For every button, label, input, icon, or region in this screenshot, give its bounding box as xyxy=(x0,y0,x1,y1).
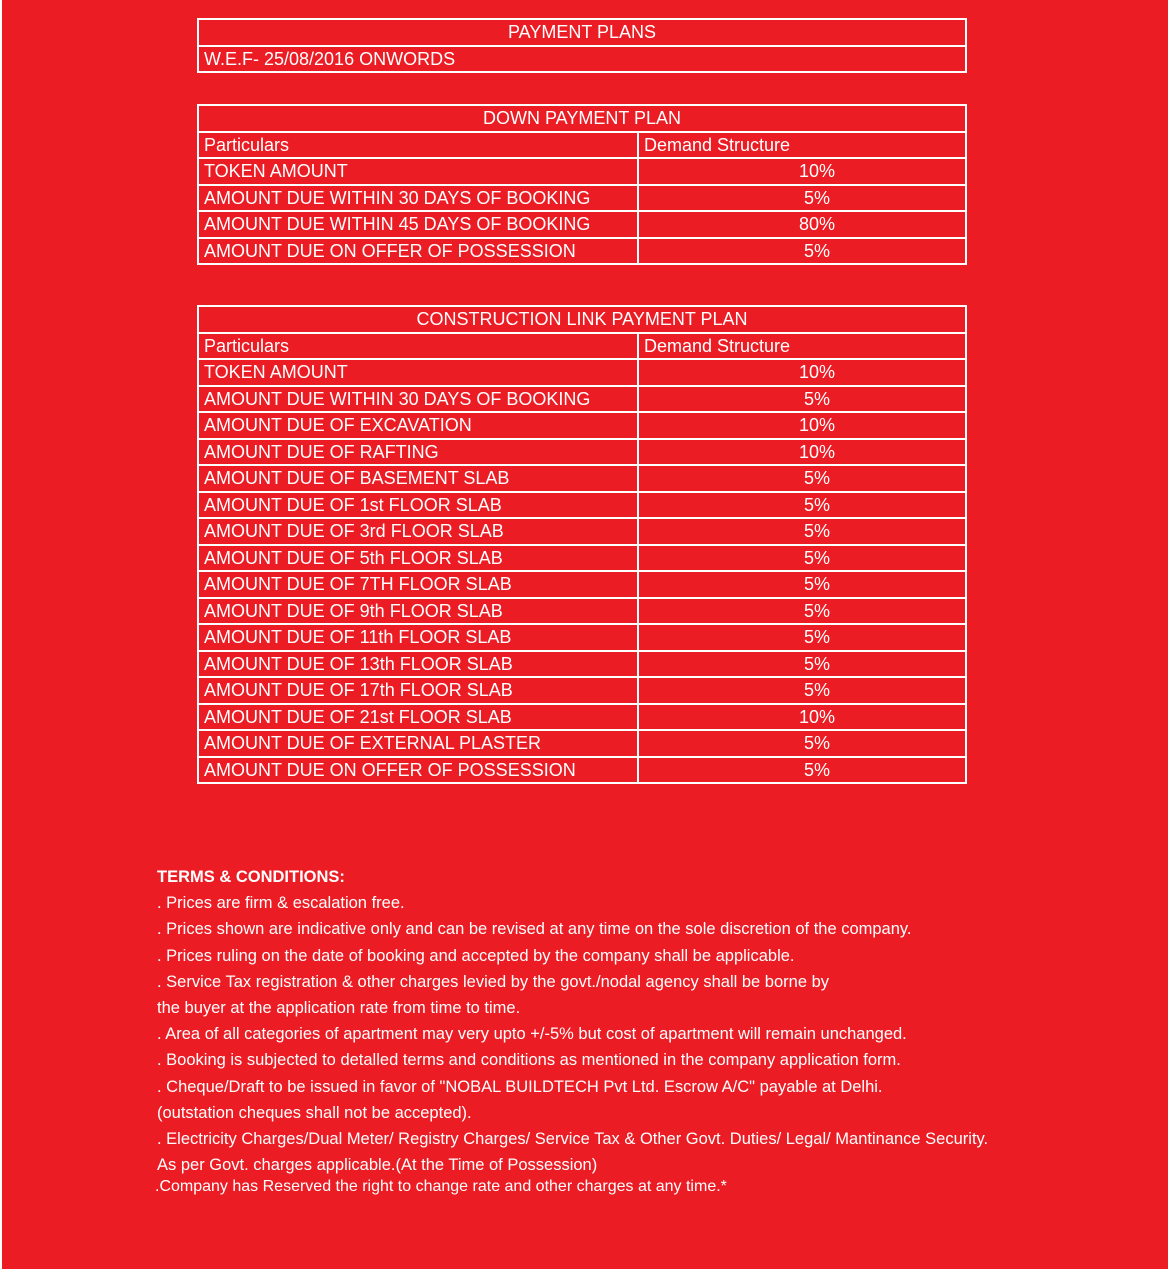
particular-cell: AMOUNT DUE ON OFFER OF POSSESSION xyxy=(198,757,638,784)
table-row xyxy=(198,359,966,386)
table-row xyxy=(198,651,966,678)
column-header-demand-structure: Demand Structure xyxy=(638,333,966,360)
demand-cell: 5% xyxy=(638,545,966,572)
particular-cell: AMOUNT DUE ON OFFER OF POSSESSION xyxy=(198,238,638,265)
terms-line: . Service Tax registration & other charges levied by the govt./nodal agency shall be borne by xyxy=(157,972,830,991)
table-row xyxy=(198,185,966,212)
particular-cell: AMOUNT DUE WITHIN 30 DAYS OF BOOKING xyxy=(198,386,638,413)
demand-cell: 5% xyxy=(638,386,966,413)
table-row xyxy=(198,598,966,625)
particular-cell: AMOUNT DUE OF 1st FLOOR SLAB xyxy=(198,492,638,519)
demand-cell: 5% xyxy=(638,492,966,519)
construction-link-rows xyxy=(198,359,966,783)
table-row xyxy=(198,730,966,757)
demand-cell: 10% xyxy=(638,158,966,185)
table-row xyxy=(198,624,966,651)
demand-cell: 10% xyxy=(638,412,966,439)
construction-link-plan-title: CONSTRUCTION LINK PAYMENT PLAN xyxy=(198,306,966,333)
payment-plans-header-table xyxy=(197,18,967,73)
terms-list xyxy=(157,890,1137,1178)
demand-cell: 5% xyxy=(638,598,966,625)
demand-cell: 5% xyxy=(638,571,966,598)
particular-cell: AMOUNT DUE OF 13th FLOOR SLAB xyxy=(198,651,638,678)
terms-title: TERMS & CONDITIONS: xyxy=(157,868,345,886)
table-row xyxy=(198,492,966,519)
demand-cell: 5% xyxy=(638,730,966,757)
construction-link-plan-table xyxy=(197,305,967,784)
payment-plans-title: PAYMENT PLANS xyxy=(198,19,966,46)
terms-line: the buyer at the application rate from time to time. xyxy=(157,999,521,1018)
particular-cell: AMOUNT DUE OF EXTERNAL PLASTER xyxy=(198,730,638,757)
table-row xyxy=(198,238,966,265)
particular-cell: AMOUNT DUE OF 9th FLOOR SLAB xyxy=(198,598,638,625)
table-row xyxy=(198,704,966,731)
demand-cell: 5% xyxy=(638,465,966,492)
demand-cell: 10% xyxy=(638,704,966,731)
terms-line: . Prices are firm & escalation free. xyxy=(157,894,405,913)
particular-cell: AMOUNT DUE OF EXCAVATION xyxy=(198,412,638,439)
terms-line: . Booking is subjected to detalled terms and conditions as mentioned in the company application form. xyxy=(157,1051,901,1070)
particular-cell: AMOUNT DUE WITHIN 30 DAYS OF BOOKING xyxy=(198,185,638,212)
table-row xyxy=(198,158,966,185)
table-row xyxy=(198,545,966,572)
particular-cell: AMOUNT DUE OF 5th FLOOR SLAB xyxy=(198,545,638,572)
particular-cell: AMOUNT DUE OF 7TH FLOOR SLAB xyxy=(198,571,638,598)
table-row xyxy=(198,571,966,598)
terms-line: As per Govt. charges applicable.(At the Time of Possession) xyxy=(157,1156,598,1175)
table-row xyxy=(198,677,966,704)
column-header-particulars: Particulars xyxy=(198,132,638,159)
terms-line: . Prices ruling on the date of booking and accepted by the company shall be applicable. xyxy=(157,946,795,965)
demand-cell: 5% xyxy=(638,651,966,678)
particular-cell: AMOUNT DUE OF 21st FLOOR SLAB xyxy=(198,704,638,731)
demand-cell: 5% xyxy=(638,518,966,545)
terms-line: . Electricity Charges/Dual Meter/ Registry Charges/ Service Tax & Other Govt. Duties/ Legal/ Mantinance Security. xyxy=(157,1130,989,1149)
particular-cell: AMOUNT DUE OF RAFTING xyxy=(198,439,638,466)
particular-cell: AMOUNT DUE OF BASEMENT SLAB xyxy=(198,465,638,492)
table-row xyxy=(198,412,966,439)
table-row xyxy=(198,386,966,413)
particular-cell: AMOUNT DUE OF 11th FLOOR SLAB xyxy=(198,624,638,651)
demand-cell: 80% xyxy=(638,211,966,238)
table-row xyxy=(198,439,966,466)
terms-line: (outstation cheques shall not be accepted). xyxy=(157,1103,472,1122)
table-row xyxy=(198,465,966,492)
table-row xyxy=(198,518,966,545)
demand-cell: 10% xyxy=(638,439,966,466)
demand-cell: 5% xyxy=(638,185,966,212)
table-row xyxy=(198,211,966,238)
terms-and-conditions xyxy=(157,864,1137,1196)
terms-line: . Prices shown are indicative only and can be revised at any time on the sole discretion of the company. xyxy=(157,920,912,939)
down-payment-plan-table xyxy=(197,104,967,265)
down-payment-plan-title: DOWN PAYMENT PLAN xyxy=(198,105,966,132)
particular-cell: AMOUNT DUE OF 3rd FLOOR SLAB xyxy=(198,518,638,545)
terms-line: . Area of all categories of apartment may very upto +/-5% but cost of apartment will remain unchanged. xyxy=(157,1025,907,1044)
effective-date: W.E.F- 25/08/2016 ONWORDS xyxy=(198,46,966,73)
demand-cell: 5% xyxy=(638,624,966,651)
demand-cell: 10% xyxy=(638,359,966,386)
table-row xyxy=(198,757,966,784)
column-header-demand-structure: Demand Structure xyxy=(638,132,966,159)
down-payment-rows xyxy=(198,158,966,264)
terms-final-note: .Company has Reserved the right to change rate and other charges at any time.* xyxy=(155,1178,727,1196)
particular-cell: TOKEN AMOUNT xyxy=(198,158,638,185)
particular-cell: AMOUNT DUE WITHIN 45 DAYS OF BOOKING xyxy=(198,211,638,238)
demand-cell: 5% xyxy=(638,238,966,265)
column-header-particulars: Particulars xyxy=(198,333,638,360)
demand-cell: 5% xyxy=(638,677,966,704)
page-border-left xyxy=(0,0,2,1271)
particular-cell: TOKEN AMOUNT xyxy=(198,359,638,386)
demand-cell: 5% xyxy=(638,757,966,784)
terms-line: . Cheque/Draft to be issued in favor of "NOBAL BUILDTECH Pvt Ltd. Escrow A/C" payable at Delhi. xyxy=(157,1077,883,1096)
particular-cell: AMOUNT DUE OF 17th FLOOR SLAB xyxy=(198,677,638,704)
